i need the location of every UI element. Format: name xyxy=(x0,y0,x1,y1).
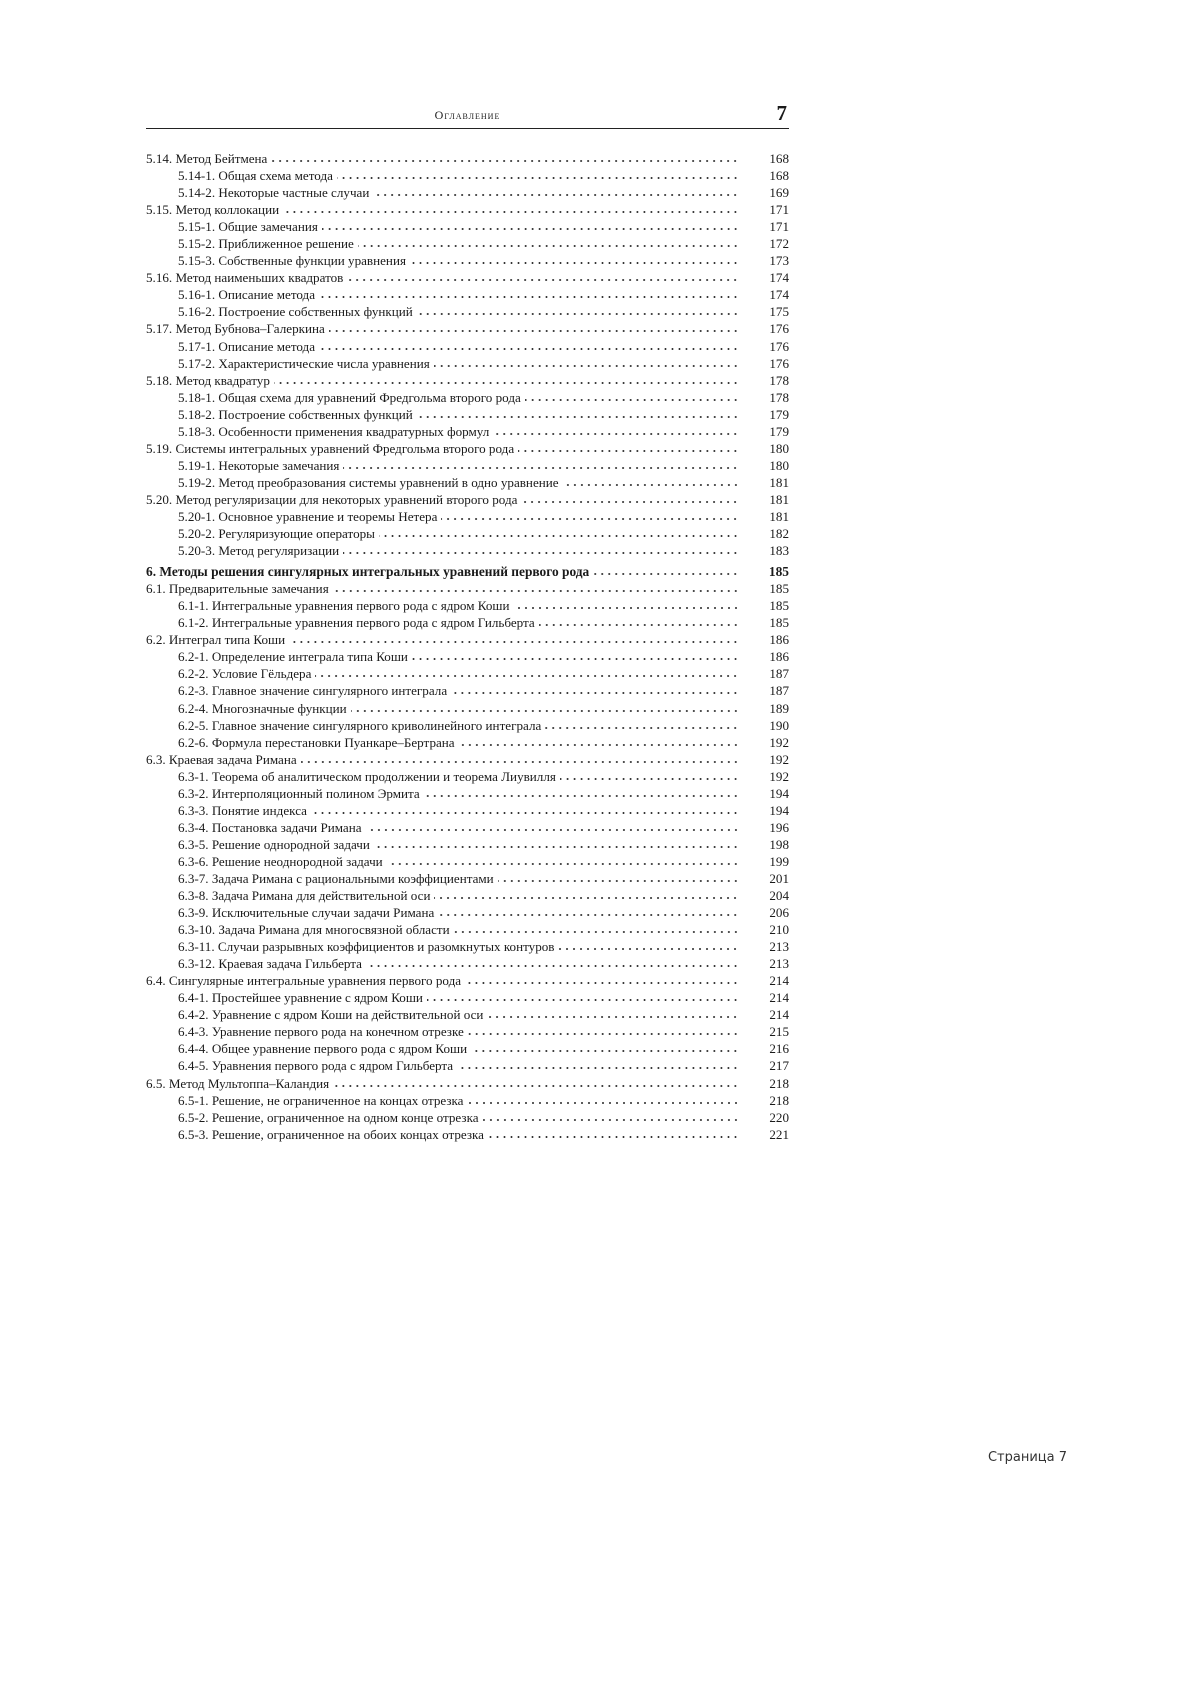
toc-entry-label: 5.16-1. Описание метода xyxy=(178,287,316,303)
toc-entry-label: 6.3-12. Краевая задача Гильберта xyxy=(178,956,362,972)
toc-entry-page: 220 xyxy=(769,1109,789,1125)
dot-leader xyxy=(315,666,739,678)
dot-leader xyxy=(454,922,739,934)
toc-entry-label: 6.4-5. Уравнения первого рода с ядром Гильберта xyxy=(178,1058,454,1074)
toc-entry-label: 6.3-9. Исключительные случаи задачи Римана xyxy=(178,905,435,921)
toc-subsection-entry[interactable] xyxy=(146,406,789,423)
footer-page-label: Страница 7 xyxy=(987,1450,1067,1465)
toc-entry-page: 214 xyxy=(769,990,789,1006)
toc-subsection-entry[interactable] xyxy=(146,355,789,372)
toc-entry-page: 187 xyxy=(769,666,789,682)
toc-entry-label: 5.18-3. Особенности применения квадратурных формул xyxy=(178,423,490,439)
toc-entry-label: 5.17. Метод Бубнова–Галеркина xyxy=(146,321,325,337)
toc-entry-label: 5.18-1. Общая схема для уравнений Фредгольма второго рода xyxy=(178,389,521,405)
toc-subsection-entry[interactable] xyxy=(146,597,789,614)
toc-entry-page: 178 xyxy=(769,389,789,405)
dot-leader xyxy=(558,939,739,951)
toc-entry-page: 192 xyxy=(769,768,789,784)
toc-subsection-entry[interactable] xyxy=(146,785,789,802)
dot-leader xyxy=(301,752,739,764)
dot-leader xyxy=(468,1093,740,1105)
dot-leader xyxy=(521,492,739,504)
toc-entry-page: 179 xyxy=(769,423,789,439)
toc-entry-label: 6.3. Краевая задача Римана xyxy=(146,751,297,767)
dot-leader xyxy=(417,304,739,316)
dot-leader xyxy=(441,509,739,521)
toc-entry-label: 6. Методы решения сингулярных интегральных уравнений первого рода xyxy=(146,564,590,580)
toc-subsection-entry[interactable] xyxy=(146,853,789,870)
toc-subsection-entry[interactable] xyxy=(146,423,789,440)
toc-section-entry[interactable] xyxy=(146,631,789,648)
toc-entry-label: 6.5. Метод Мультоппа–Каландия xyxy=(146,1075,330,1091)
toc-section-entry[interactable] xyxy=(146,440,789,457)
toc-entry-page: 213 xyxy=(769,956,789,972)
dot-leader xyxy=(347,270,739,282)
page-header xyxy=(146,96,789,129)
toc-entry-label: 5.18-2. Построение собственных функций xyxy=(178,406,413,422)
toc-entry-page: 174 xyxy=(769,270,789,286)
toc-entry-page: 169 xyxy=(769,185,789,201)
dot-leader xyxy=(563,475,739,487)
toc-subsection-entry[interactable] xyxy=(146,457,789,474)
toc-subsection-entry[interactable] xyxy=(146,989,789,1006)
toc-entry-page: 180 xyxy=(769,457,789,473)
toc-entry-label: 6.4-3. Уравнение первого рода на конечном отрезке xyxy=(178,1024,464,1040)
toc-entry-label: 6.5-3. Решение, ограниченное на обоих концах отрезка xyxy=(178,1126,484,1142)
dot-leader xyxy=(322,219,739,231)
dot-leader xyxy=(274,373,739,385)
toc-subsection-entry[interactable] xyxy=(146,1092,789,1109)
dot-leader xyxy=(488,1127,739,1139)
toc-entry-label: 5.20-2. Регуляризующие операторы xyxy=(178,526,375,542)
toc-subsection-entry[interactable] xyxy=(146,887,789,904)
dot-leader xyxy=(311,803,739,815)
toc-subsection-entry[interactable] xyxy=(146,542,789,559)
toc-entry-page: 204 xyxy=(769,888,789,904)
toc-entry-page: 214 xyxy=(769,973,789,989)
dot-leader xyxy=(351,701,739,713)
toc-entry-page: 168 xyxy=(769,168,789,184)
dot-leader xyxy=(366,956,739,968)
dot-leader xyxy=(373,185,739,197)
dot-leader xyxy=(333,581,739,593)
toc-entry-label: 6.4. Сингулярные интегральные уравнения первого рода xyxy=(146,973,462,989)
toc-entry-label: 5.15. Метод коллокации xyxy=(146,202,280,218)
toc-entry-page: 186 xyxy=(769,632,789,648)
toc-subsection-entry[interactable] xyxy=(146,870,789,887)
toc-entry-label: 6.2. Интеграл типа Коши xyxy=(146,632,286,648)
toc-subsection-entry[interactable] xyxy=(146,648,789,665)
toc-entry-page: 194 xyxy=(769,802,789,818)
dot-leader xyxy=(468,1024,739,1036)
toc-entry-label: 5.16. Метод наименьших квадратов xyxy=(146,270,344,286)
toc-section-entry[interactable] xyxy=(146,372,789,389)
dot-leader xyxy=(410,253,739,265)
toc-entry-label: 6.2-2. Условие Гёльдера xyxy=(178,666,312,682)
toc-section-entry[interactable] xyxy=(146,269,789,286)
toc-section-entry[interactable] xyxy=(146,201,789,218)
toc-subsection-entry[interactable] xyxy=(146,508,789,525)
toc-entry-page: 210 xyxy=(769,922,789,938)
toc-subsection-entry[interactable] xyxy=(146,819,789,836)
dot-leader xyxy=(539,615,739,627)
toc-entry-label: 6.3-1. Теорема об аналитическом продолжении и теорема Лиувилля xyxy=(178,768,556,784)
toc-subsection-entry[interactable] xyxy=(146,167,789,184)
toc-entry-label: 5.19. Системы интегральных уравнений Фредгольма второго рода xyxy=(146,440,515,456)
toc-entry-label: 6.5-1. Решение, не ограниченное на концах отрезка xyxy=(178,1092,464,1108)
toc-section-entry[interactable] xyxy=(146,150,789,167)
toc-entry-label: 6.3-5. Решение однородной задачи xyxy=(178,836,370,852)
toc-entry-page: 185 xyxy=(768,564,789,580)
toc-entry-label: 6.4-1. Простейшее уравнение с ядром Коши xyxy=(178,990,423,1006)
dot-leader xyxy=(319,287,739,299)
toc-subsection-entry[interactable] xyxy=(146,717,789,734)
toc-entry-page: 176 xyxy=(769,321,789,337)
toc-entry-label: 5.20-1. Основное уравнение и теоремы Нетера xyxy=(178,508,438,524)
toc-entry-label: 6.3-7. Задача Римана с рациональными коэффициентами xyxy=(178,870,494,886)
toc-entry-label: 6.2-5. Главное значение сингулярного криволинейного интеграла xyxy=(178,717,542,733)
toc-section-entry[interactable] xyxy=(146,972,789,989)
toc-entry-label: 6.4-2. Уравнение с ядром Коши на действительной оси xyxy=(178,1007,484,1023)
toc-entry-page: 173 xyxy=(769,253,789,269)
toc-subsection-entry[interactable] xyxy=(146,1126,789,1143)
toc-entry-page: 185 xyxy=(769,581,789,597)
toc-entry-label: 6.3-3. Понятие индекса xyxy=(178,802,307,818)
toc-subsection-entry[interactable] xyxy=(146,1109,789,1126)
toc-entry-page: 192 xyxy=(769,734,789,750)
toc-entry-page: 214 xyxy=(769,1007,789,1023)
toc-entry-page: 186 xyxy=(769,649,789,665)
toc-entry-page: 176 xyxy=(769,355,789,371)
toc-subsection-entry[interactable] xyxy=(146,938,789,955)
toc-entry-page: 192 xyxy=(769,751,789,767)
toc-entry-label: 6.1-2. Интегральные уравнения первого рода с ядром Гильберта xyxy=(178,615,535,631)
toc-entry-page: 175 xyxy=(769,304,789,320)
table-of-contents xyxy=(146,150,789,1143)
toc-subsection-entry[interactable] xyxy=(146,700,789,717)
toc-entry-page: 185 xyxy=(769,598,789,614)
toc-entry-page: 221 xyxy=(769,1126,789,1142)
dot-leader xyxy=(319,339,739,351)
toc-chapter-entry[interactable] xyxy=(146,563,789,580)
toc-subsection-entry[interactable] xyxy=(146,338,789,355)
toc-entry-page: 217 xyxy=(769,1058,789,1074)
toc-section-entry[interactable] xyxy=(146,1075,789,1092)
dot-leader xyxy=(424,786,739,798)
toc-entry-page: 215 xyxy=(769,1024,789,1040)
dot-leader xyxy=(374,837,739,849)
toc-entry-page: 171 xyxy=(769,219,789,235)
toc-entry-label: 6.2-3. Главное значение сингулярного интеграла xyxy=(178,683,448,699)
toc-entry-label: 6.1-1. Интегральные уравнения первого рода с ядром Коши xyxy=(178,598,510,614)
toc-entry-page: 201 xyxy=(769,870,789,886)
toc-subsection-entry[interactable] xyxy=(146,218,789,235)
toc-entry-label: 6.3-4. Постановка задачи Римана xyxy=(178,819,362,835)
toc-subsection-entry[interactable] xyxy=(146,1040,789,1057)
toc-entry-page: 199 xyxy=(769,853,789,869)
toc-subsection-entry[interactable] xyxy=(146,734,789,751)
toc-entry-label: 5.15-3. Собственные функции уравнения xyxy=(178,253,406,269)
toc-entry-page: 216 xyxy=(769,1041,789,1057)
toc-entry-page: 172 xyxy=(769,236,789,252)
dot-leader xyxy=(366,820,739,832)
toc-entry-label: 6.3-2. Интерполяционный полином Эрмита xyxy=(178,785,420,801)
dot-leader xyxy=(525,390,739,402)
toc-entry-page: 180 xyxy=(769,440,789,456)
dot-leader xyxy=(545,718,739,730)
toc-subsection-entry[interactable] xyxy=(146,303,789,320)
toc-subsection-entry[interactable] xyxy=(146,1023,789,1040)
dot-leader xyxy=(457,1058,739,1070)
toc-subsection-entry[interactable] xyxy=(146,1057,789,1074)
toc-entry-label: 5.19-1. Некоторые замечания xyxy=(178,457,340,473)
toc-entry-label: 5.14-1. Общая схема метода xyxy=(178,168,333,184)
toc-entry-page: 194 xyxy=(769,785,789,801)
dot-leader xyxy=(333,1076,739,1088)
dot-leader xyxy=(283,202,739,214)
dot-leader xyxy=(387,854,739,866)
toc-entry-label: 5.20-3. Метод регуляризации xyxy=(178,543,340,559)
toc-subsection-entry[interactable] xyxy=(146,955,789,972)
toc-entry-label: 5.19-2. Метод преобразования системы уравнений в одно уравнение xyxy=(178,474,559,490)
toc-entry-label: 5.17-2. Характеристические числа уравнения xyxy=(178,355,430,371)
toc-subsection-entry[interactable] xyxy=(146,474,789,491)
toc-entry-page: 213 xyxy=(769,939,789,955)
toc-entry-label: 5.14-2. Некоторые частные случаи xyxy=(178,185,370,201)
toc-subsection-entry[interactable] xyxy=(146,235,789,252)
toc-section-entry[interactable] xyxy=(146,751,789,768)
toc-entry-page: 189 xyxy=(769,700,789,716)
dot-leader xyxy=(427,990,739,1002)
running-title: Оглавление xyxy=(434,108,501,122)
toc-entry-page: 171 xyxy=(769,202,789,218)
toc-entry-page: 181 xyxy=(769,474,789,490)
toc-entry-page: 198 xyxy=(769,836,789,852)
dot-leader xyxy=(471,1041,739,1053)
toc-entry-page: 206 xyxy=(769,905,789,921)
toc-entry-page: 218 xyxy=(769,1075,789,1091)
toc-entry-label: 5.17-1. Описание метода xyxy=(178,338,316,354)
dot-leader xyxy=(343,543,739,555)
dot-leader xyxy=(329,321,739,333)
toc-entry-label: 6.3-10. Задача Римана для многосвязной области xyxy=(178,922,450,938)
toc-entry-page: 181 xyxy=(769,508,789,524)
dot-leader xyxy=(358,236,739,248)
toc-entry-label: 6.3-6. Решение неоднородной задачи xyxy=(178,853,383,869)
toc-subsection-entry[interactable] xyxy=(146,1006,789,1023)
toc-entry-label: 5.14. Метод Бейтмена xyxy=(146,151,268,166)
toc-subsection-entry[interactable] xyxy=(146,389,789,406)
toc-subsection-entry[interactable] xyxy=(146,252,789,269)
toc-entry-page: 181 xyxy=(769,491,789,507)
dot-leader xyxy=(434,888,739,900)
toc-subsection-entry[interactable] xyxy=(146,802,789,819)
toc-entry-label: 6.5-2. Решение, ограниченное на одном конце отрезка xyxy=(178,1109,479,1125)
dot-leader xyxy=(271,151,739,163)
toc-entry-label: 5.16-2. Построение собственных функций xyxy=(178,304,413,320)
toc-entry-page: 179 xyxy=(769,406,789,422)
toc-entry-label: 5.15-1. Общие замечания xyxy=(178,219,318,235)
dot-leader xyxy=(417,407,739,419)
toc-entry-page: 218 xyxy=(769,1092,789,1108)
toc-entry-label: 6.3-8. Задача Римана для действительной оси xyxy=(178,888,431,904)
toc-subsection-entry[interactable] xyxy=(146,665,789,682)
dot-leader xyxy=(343,458,739,470)
toc-entry-page: 168 xyxy=(769,151,789,166)
dot-leader xyxy=(451,683,739,695)
toc-subsection-entry[interactable] xyxy=(146,836,789,853)
toc-subsection-entry[interactable] xyxy=(146,768,789,785)
page-number: 7 xyxy=(776,101,787,125)
toc-entry-page: 187 xyxy=(769,683,789,699)
toc-entry-label: 5.20. Метод регуляризации для некоторых уравнений второго рода xyxy=(146,491,518,507)
dot-leader xyxy=(434,356,739,368)
toc-entry-label: 6.2-6. Формула перестановки Пуанкаре–Бертрана xyxy=(178,734,455,750)
toc-subsection-entry[interactable] xyxy=(146,904,789,921)
dot-leader xyxy=(514,598,740,610)
dot-leader xyxy=(465,973,739,985)
toc-section-entry[interactable] xyxy=(146,320,789,337)
dot-leader xyxy=(379,526,739,538)
toc-subsection-entry[interactable] xyxy=(146,184,789,201)
dot-leader xyxy=(483,1110,739,1122)
toc-entry-label: 6.4-4. Общее уравнение первого рода с ядром Коши xyxy=(178,1041,468,1057)
toc-entry-page: 196 xyxy=(769,819,789,835)
toc-section-entry[interactable] xyxy=(146,491,789,508)
dot-leader xyxy=(459,735,739,747)
toc-subsection-entry[interactable] xyxy=(146,525,789,542)
toc-entry-page: 190 xyxy=(769,717,789,733)
toc-section-entry[interactable] xyxy=(146,580,789,597)
dot-leader xyxy=(412,649,739,661)
toc-subsection-entry[interactable] xyxy=(146,682,789,699)
toc-entry-page: 185 xyxy=(769,615,789,631)
toc-entry-label: 5.15-2. Приближенное решение xyxy=(178,236,354,252)
toc-entry-page: 183 xyxy=(769,543,789,559)
toc-entry-label: 6.2-1. Определение интеграла типа Коши xyxy=(178,649,408,665)
dot-leader xyxy=(593,564,739,576)
toc-entry-page: 178 xyxy=(769,372,789,388)
dot-leader xyxy=(487,1007,739,1019)
toc-entry-label: 6.2-4. Многозначные функции xyxy=(178,700,347,716)
toc-entry-label: 6.3-11. Случаи разрывных коэффициентов и разомкнутых контуров xyxy=(178,939,555,955)
toc-entry-label: 5.18. Метод квадратур xyxy=(146,372,270,388)
dot-leader xyxy=(518,441,739,453)
dot-leader xyxy=(337,168,739,180)
toc-subsection-entry[interactable] xyxy=(146,286,789,303)
dot-leader xyxy=(438,905,739,917)
dot-leader xyxy=(560,769,739,781)
toc-entry-page: 174 xyxy=(769,287,789,303)
dot-leader xyxy=(498,871,739,883)
toc-entry-page: 176 xyxy=(769,338,789,354)
toc-entry-label: 6.1. Предварительные замечания xyxy=(146,581,329,597)
toc-subsection-entry[interactable] xyxy=(146,614,789,631)
dot-leader xyxy=(289,632,739,644)
toc-entry-page: 182 xyxy=(769,526,789,542)
toc-subsection-entry[interactable] xyxy=(146,921,789,938)
dot-leader xyxy=(493,424,739,436)
